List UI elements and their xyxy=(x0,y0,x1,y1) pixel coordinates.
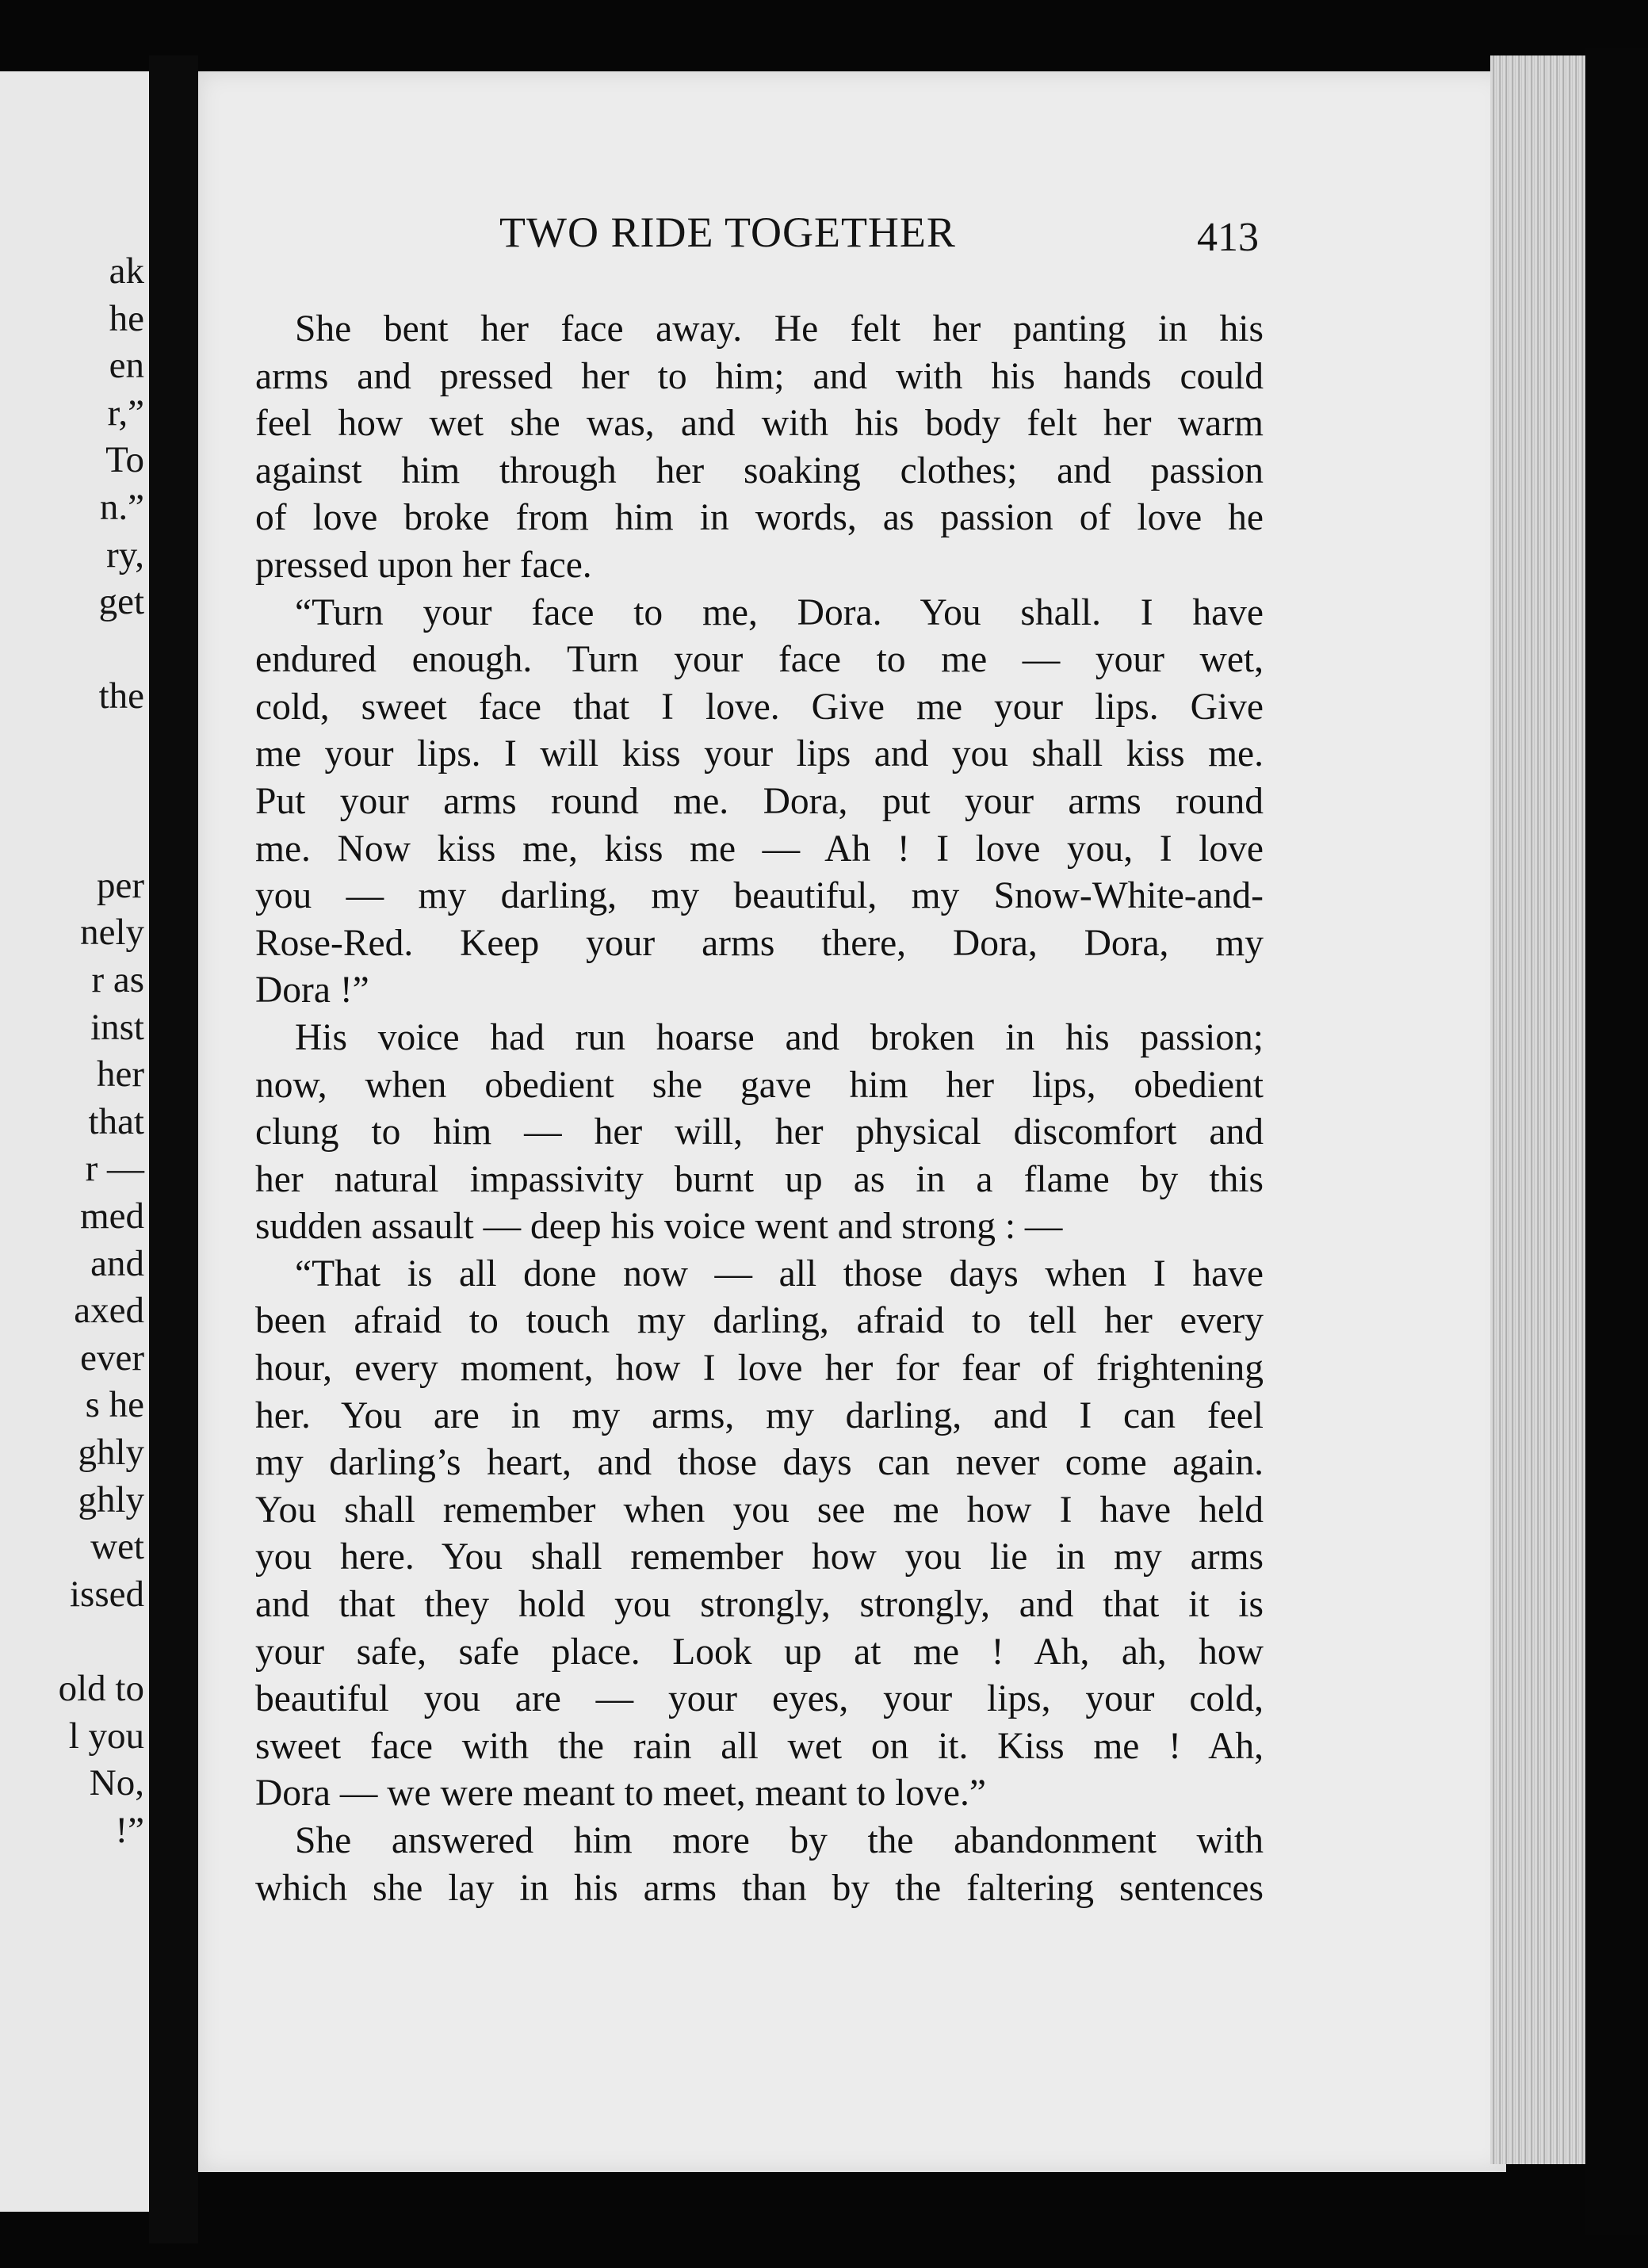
left-page-fragment: issed xyxy=(70,1573,144,1615)
text-line: Rose-Red. Keep your arms there, Dora, Dora, my xyxy=(255,922,1264,964)
text-line: now, when obedient she gave him her lips, obedient xyxy=(255,1064,1264,1106)
text-line: “Turn your face to me, Dora. You shall. I have xyxy=(295,591,1264,633)
left-page-fragment: No, xyxy=(89,1762,144,1804)
text-line: hour, every moment, how I love her for fear of frightening xyxy=(255,1348,1264,1390)
left-page-fragment: !” xyxy=(115,1809,144,1851)
left-page-fragment: he xyxy=(109,297,144,339)
text-line: You shall remember when you see me how I have held xyxy=(255,1489,1264,1531)
left-page-fragment: get xyxy=(98,581,144,623)
left-facing-page xyxy=(0,71,149,2212)
left-page-fragment: wet xyxy=(90,1526,144,1568)
text-line: of love broke from him in words, as passion of love he xyxy=(255,497,1264,539)
left-page-fragment: ever xyxy=(80,1337,144,1379)
text-line: me. Now kiss me, kiss me — Ah ! I love you, I love xyxy=(255,828,1264,870)
left-page-fragment: her xyxy=(96,1054,144,1096)
text-line: clung to him — her will, her physical discomfort and xyxy=(255,1111,1264,1153)
text-line: His voice had run hoarse and broken in his passion; xyxy=(295,1016,1264,1058)
text-line: been afraid to touch my darling, afraid to tell her every xyxy=(255,1300,1264,1342)
text-line: me your lips. I will kiss your lips and you shall kiss me. xyxy=(255,733,1264,775)
text-line: feel how wet she was, and with his body felt her warm xyxy=(255,403,1264,445)
left-page-fragment: n.” xyxy=(99,487,144,528)
text-line: sweet face with the rain all wet on it. Kiss me ! Ah, xyxy=(255,1725,1264,1767)
text-line: Dora — we were meant to meet, meant to love.” xyxy=(255,1773,986,1815)
left-page-fragment: that xyxy=(88,1100,144,1142)
left-page-fragment: old to xyxy=(58,1668,144,1709)
text-line: pressed upon her face. xyxy=(255,544,592,586)
text-line: you here. You shall remember how you lie in my arms xyxy=(255,1536,1264,1578)
page-number: 413 xyxy=(1197,215,1259,260)
left-page-fragment: To xyxy=(105,439,144,481)
left-page-fragment: per xyxy=(96,864,144,906)
text-line: which she lay in his arms than by the faltering sentences xyxy=(255,1867,1264,1909)
left-page-fragment: ry, xyxy=(106,534,144,576)
right-scan-border xyxy=(1585,48,1648,2235)
left-page-fragment: ghly xyxy=(78,1432,144,1473)
text-line: “That is all done now — all those days when I have xyxy=(295,1253,1264,1295)
left-page-fragment: r,” xyxy=(107,392,144,434)
text-line: her natural impassivity burnt up as in a flame by this xyxy=(255,1158,1264,1200)
text-line: Dora !” xyxy=(255,970,369,1012)
left-page-fragment: ak xyxy=(109,251,144,292)
left-page-fragment: ghly xyxy=(78,1478,144,1520)
text-line: sudden assault — deep his voice went and strong : — xyxy=(255,1206,1063,1248)
left-page-fragment: axed xyxy=(74,1290,144,1332)
left-page-fragment: r as xyxy=(91,959,144,1000)
text-line: your safe, safe place. Look up at me ! Ah, ah, how xyxy=(255,1631,1264,1673)
text-line: and that they hold you strongly, strongly, and that it is xyxy=(255,1584,1264,1626)
left-page-fragment: s he xyxy=(85,1384,144,1426)
running-head: TWO RIDE TOGETHER xyxy=(499,208,956,256)
text-line: arms and pressed her to him; and with his hands could xyxy=(255,355,1264,397)
left-page-fragment: and xyxy=(90,1242,144,1284)
text-line: you — my darling, my beautiful, my Snow-White-and- xyxy=(255,875,1264,917)
text-line: her. You are in my arms, my darling, and I can feel xyxy=(255,1394,1264,1436)
text-line: cold, sweet face that I love. Give me your lips. Give xyxy=(255,686,1264,728)
text-line: She answered him more by the abandonment with xyxy=(295,1820,1264,1861)
text-line: my darling’s heart, and those days can never come again. xyxy=(255,1442,1264,1484)
left-page-fragment: inst xyxy=(90,1006,144,1048)
text-line: endured enough. Turn your face to me — your wet, xyxy=(255,639,1264,681)
left-page-fragment: the xyxy=(98,675,144,717)
left-page-fragment: r — xyxy=(85,1148,144,1190)
left-page-fragment: en xyxy=(109,345,144,387)
text-line: Put your arms round me. Dora, put your arms round xyxy=(255,780,1264,822)
left-page-fragment: med xyxy=(80,1195,144,1237)
text-line: She bent her face away. He felt her panting in his xyxy=(295,308,1264,350)
text-line: beautiful you are — your eyes, your lips, your cold, xyxy=(255,1678,1264,1720)
book-gutter xyxy=(149,55,198,2243)
body-text xyxy=(255,306,1264,1912)
text-line: against him through her soaking clothes; and passion xyxy=(255,449,1264,491)
left-page-fragment: nely xyxy=(80,912,144,954)
left-page-fragment: l you xyxy=(68,1715,144,1757)
page-edges xyxy=(1490,55,1585,2164)
